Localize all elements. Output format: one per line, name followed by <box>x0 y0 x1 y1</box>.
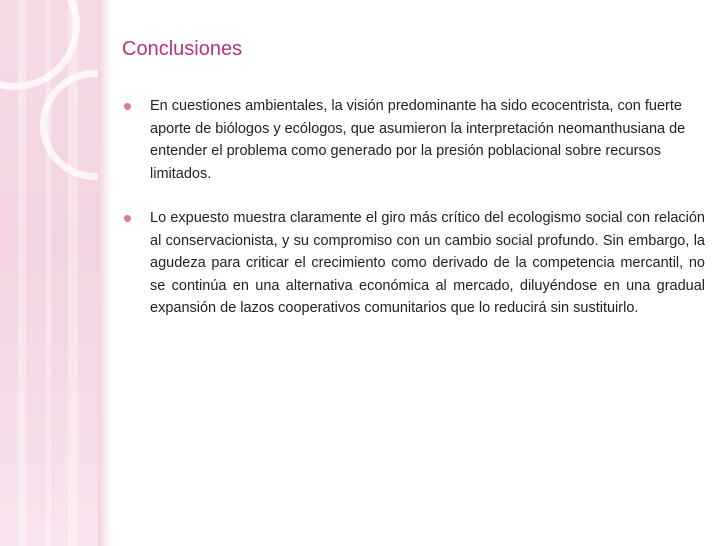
bullet-dot-icon <box>124 103 131 110</box>
decorative-side-band <box>0 0 100 546</box>
bullet-dot-icon <box>124 215 131 222</box>
slide-title: Conclusiones <box>122 38 243 60</box>
bullet-text: En cuestiones ambientales, la visión predominante ha sido ecocentrista, con fuerte aporte de biólogos y ecólogos, que asumieron la interpretación neomanthusiana de entender el problema como generado por la presión poblacional sobre recursos limitados. <box>150 98 686 182</box>
bullet-text: Lo expuesto muestra claramente el giro más crítico del ecologismo social con relación al conservacionista, y su compromiso con un cambio social profundo. Sin embargo, la agudeza para criticar el crecimiento como derivado de la competencia mercantil, no se continúa en una alternativa económica al mercado, diluyéndose en una gradual expansión de lazos cooperativos comunitarios que lo reducirá sin sustituirlo. <box>150 210 705 316</box>
band-edge <box>98 0 112 546</box>
bullet-list <box>123 95 705 320</box>
bullet-item <box>123 95 705 185</box>
bullet-item <box>123 207 705 320</box>
band-stripe <box>46 0 51 546</box>
